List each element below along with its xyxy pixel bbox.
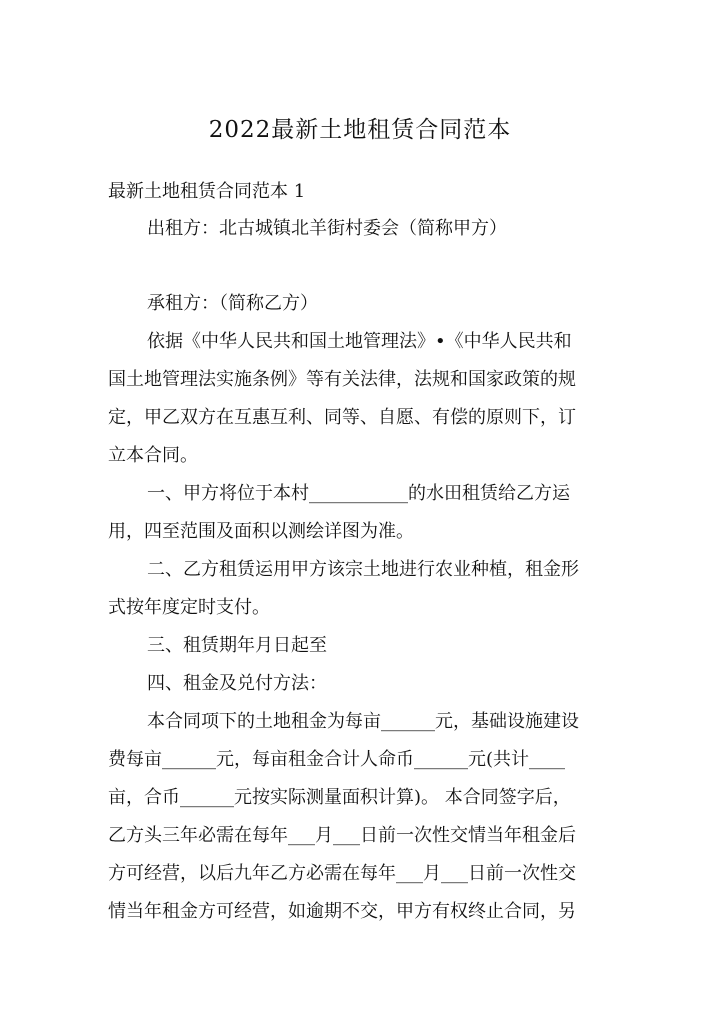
paragraph-line: 国土地管理法实施条例》等有关法律，法规和国家政策的规 (108, 369, 576, 390)
paragraph-line: 立本合同。 (108, 445, 198, 466)
clause-one-line: 一、甲方将位于本村___________的水田租赁给乙方运 (147, 483, 570, 504)
lessor-line: 出租方：北古城镇北羊街村委会（简称甲方） (147, 218, 507, 239)
document-title: 2022最新土地租赁合同范本 (208, 117, 512, 143)
clause-one-line: 用，四至范围及面积以测绘详图为准。 (108, 521, 414, 542)
clause-two-line: 二、乙方租赁运用甲方该宗土地进行农业种植，租金形 (147, 559, 579, 580)
paragraph-line: 定，甲乙双方在互惠互利、同等、自愿、有偿的原则下，订 (108, 407, 576, 428)
rent-paragraph-line: 方可经营，以后九年乙方必需在每年___月___日前一次性交 (108, 863, 576, 884)
rent-paragraph-line: 费每亩______元，每亩租金合计人命币______元(共计____ (108, 749, 566, 770)
rent-paragraph-line: 乙方头三年必需在每年___月___日前一次性交情当年租金后 (108, 825, 576, 846)
rent-paragraph-line: 本合同项下的土地租金为每亩______元，基础设施建设 (147, 711, 579, 732)
clause-four-line: 四、租金及兑付方法： (147, 673, 327, 694)
clause-two-line: 式按年度定时支付。 (108, 597, 270, 618)
rent-paragraph-line: 情当年租金方可经营，如逾期不交，甲方有权终止合同，另 (108, 901, 576, 922)
rent-paragraph-line: 亩，合币______元按实际测量面积计算)。 本合同签字后， (108, 787, 571, 808)
clause-three-line: 三、租赁期年月日起至 (147, 635, 327, 656)
section-heading: 最新土地租赁合同范本 1 (108, 181, 306, 202)
lessee-line: 承租方：（简称乙方） (147, 293, 318, 314)
paragraph-line: 依据《中华人民共和国土地管理法》•《中华人民共和 (147, 331, 572, 352)
